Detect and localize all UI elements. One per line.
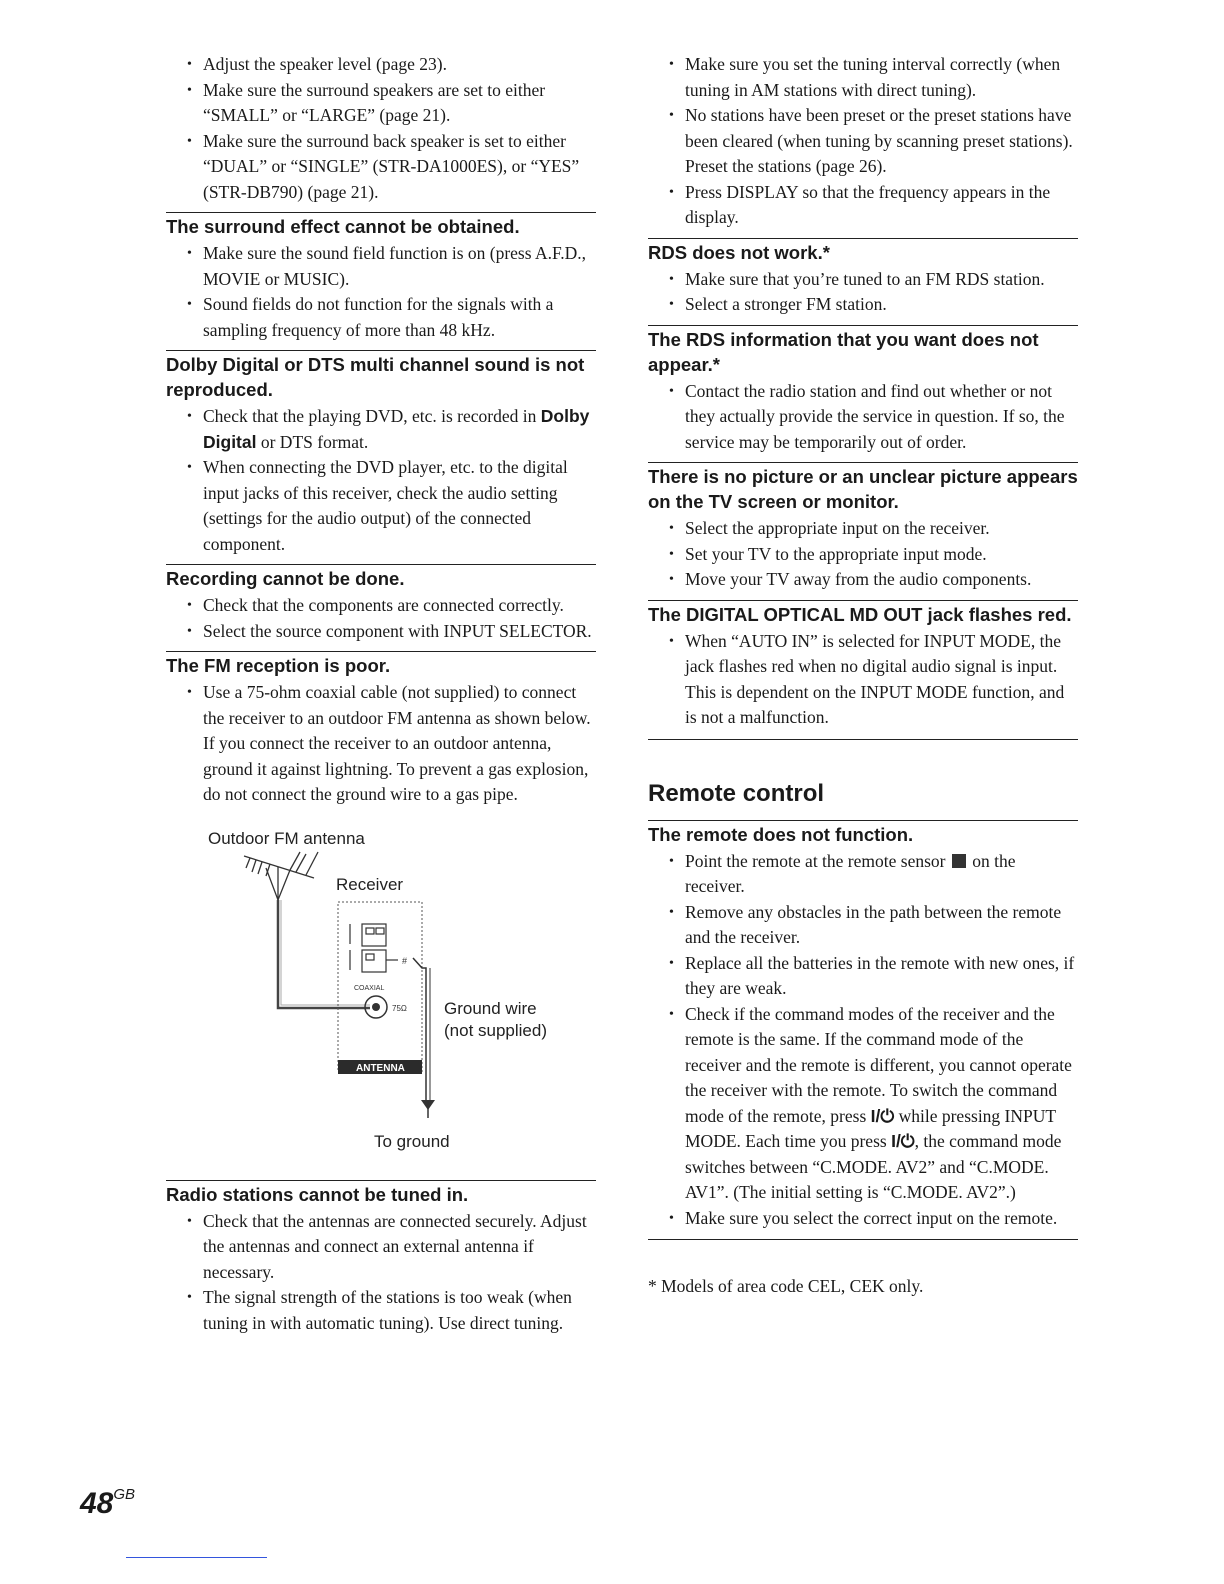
section-divider xyxy=(166,1180,596,1181)
list-item: • The signal strength of the stations is too weak (when tuning in with automatic tuning). Use direct tuning. xyxy=(166,1285,596,1336)
section-heading: There is no picture or an unclear picture appears on the TV screen or monitor. xyxy=(648,466,1078,512)
section-list xyxy=(648,516,1078,593)
page-number-suffix: GB xyxy=(113,1486,136,1503)
section-list xyxy=(166,241,596,343)
section-list xyxy=(166,404,596,557)
section-list xyxy=(166,1209,596,1337)
power-icon: I/⏻ xyxy=(870,1105,895,1126)
fm-antenna-diagram xyxy=(166,808,596,1180)
section-divider xyxy=(648,1239,1078,1240)
list-item: • Make sure you select the correct input on the remote. xyxy=(648,1206,1078,1232)
page-number xyxy=(80,1486,135,1521)
section-divider xyxy=(648,820,1078,821)
section-divider xyxy=(166,212,596,213)
section-heading: Radio stations cannot be tuned in. xyxy=(166,1183,469,1205)
section-divider xyxy=(648,600,1078,601)
list-item xyxy=(166,404,596,455)
list-item: • When “AUTO IN” is selected for INPUT MODE, the jack flashes red when no digital audio signal is input. This is dependent on the INPUT MODE function, and is not a malfunction. xyxy=(648,629,1078,731)
remote-control-title: Remote control xyxy=(648,779,825,807)
section-heading: Dolby Digital or DTS multi channel sound is not reproduced. xyxy=(166,354,585,400)
receiver-label: Receiver xyxy=(336,874,404,894)
list-item xyxy=(648,1002,1078,1206)
section-heading: The remote does not function. xyxy=(648,823,914,845)
ohm-text: 75Ω xyxy=(392,1003,407,1013)
section-divider xyxy=(648,325,1078,326)
section-list xyxy=(166,680,596,808)
section-list xyxy=(648,849,1078,1232)
item-text: on the receiver. xyxy=(685,850,1016,896)
list-item: • Press DISPLAY so that the frequency appears in the display. xyxy=(648,180,1078,231)
terminal-icon xyxy=(350,924,407,972)
item-text: while pressing INPUT MODE. Each time you press xyxy=(685,1105,1056,1151)
section-divider xyxy=(166,350,596,351)
section-divider xyxy=(648,739,1078,740)
item-text: Check if the command modes of the receiver and the remote is the same. If the command mode of the receiver and the remote is different, you cannot operate the receiver with the remote. To switch the command mode of the remote, press xyxy=(685,1003,1072,1126)
section-list xyxy=(648,267,1078,318)
list-item: • Select a stronger FM station. xyxy=(648,292,1078,318)
list-item: • Set your TV to the appropriate input mode. xyxy=(648,542,1078,568)
item-text: , the command mode switches between “C.MODE. AV2” and “C.MODE. AV1”. (The initial setting is “C.MODE. AV2”.) xyxy=(685,1131,1062,1202)
left-column xyxy=(166,52,596,1336)
section-heading: The surround effect cannot be obtained. xyxy=(166,216,520,237)
list-item: • Sound fields do not function for the signals with a sampling frequency of more than 48 kHz. xyxy=(166,292,596,343)
item-text: Check that the playing DVD, etc. is recorded in xyxy=(203,406,541,426)
list-item: • Select the source component with INPUT SELECTOR. xyxy=(166,619,596,645)
list-item: • Select the appropriate input on the receiver. xyxy=(648,516,1078,542)
section-heading: Recording cannot be done. xyxy=(166,568,405,589)
list-item xyxy=(648,849,1078,900)
list-item: • Check that the antennas are connected securely. Adjust the antennas and connect an external antenna if necessary. xyxy=(166,1209,596,1286)
list-item: • Make sure that you’re tuned to an FM RDS station. xyxy=(648,267,1078,293)
section-divider xyxy=(166,564,596,565)
not-supplied-label: (not supplied) xyxy=(444,1020,548,1040)
list-item: • Make sure the surround back speaker is set to either “DUAL” or “SINGLE” (STR-DA1000ES), or “YES” (STR-DB790) (page 21). xyxy=(166,129,596,206)
antenna-panel-text: ANTENNA xyxy=(356,1062,405,1074)
footnote: * Models of area code CEL, CEK only. xyxy=(648,1276,924,1296)
list-item: • Move your TV away from the audio components. xyxy=(648,567,1078,593)
ground-wire xyxy=(413,958,426,1100)
antenna-wiring-drawing xyxy=(166,808,596,1180)
list-item: • Contact the radio station and find out whether or not they actually provide the service in question. If so, the service may be temporarily out of order. xyxy=(648,379,1078,456)
section-heading: The RDS information that you want does not appear.* xyxy=(648,328,1039,375)
section-divider xyxy=(648,238,1078,239)
coaxial-text: COAXIAL xyxy=(354,984,385,992)
intro-list-right xyxy=(648,52,1078,231)
antenna-label: Outdoor FM antenna xyxy=(208,828,365,848)
section-divider xyxy=(166,651,596,652)
remote-sensor-icon xyxy=(952,854,966,868)
list-item: • Make sure the sound field function is on (press A.F.D., MOVIE or MUSIC). xyxy=(166,241,596,292)
dolby-digital-term: Dolby Digital xyxy=(203,406,590,452)
item-text: or DTS format. xyxy=(256,431,369,452)
footer-line xyxy=(126,1557,267,1558)
section-list xyxy=(648,379,1078,456)
intro-list-left xyxy=(166,52,596,205)
ground-wire-label: Ground wire xyxy=(444,998,537,1018)
list-item: • Replace all the batteries in the remote with new ones, if they are weak. xyxy=(648,951,1078,1002)
item-text: Point the remote at the remote sensor xyxy=(685,850,950,871)
section-heading: RDS does not work.* xyxy=(648,241,830,263)
to-ground-label: To ground xyxy=(374,1131,450,1151)
list-item: • Adjust the speaker level (page 23). xyxy=(166,52,596,78)
list-item: • No stations have been preset or the preset stations have been cleared (when tuning by scanning preset stations). Preset the stations (page 26). xyxy=(648,103,1078,180)
section-list xyxy=(166,593,596,644)
list-item: • Check that the components are connected correctly. xyxy=(166,593,596,619)
list-item: • Make sure you set the tuning interval correctly (when tuning in AM stations with direct tuning). xyxy=(648,52,1078,103)
power-icon: I/⏻ xyxy=(891,1131,915,1151)
list-item: • Use a 75-ohm coaxial cable (not supplied) to connect the receiver to an outdoor FM antenna as shown below. If you connect the receiver to an outdoor antenna, ground it against lightning. To prevent a gas explosion, do not connect the ground wire to a gas pipe. xyxy=(166,680,596,808)
list-item: • Remove any obstacles in the path between the remote and the receiver. xyxy=(648,900,1078,951)
section-heading: The DIGITAL OPTICAL MD OUT jack flashes red. xyxy=(648,603,1072,625)
section-list xyxy=(648,629,1078,731)
list-item: • When connecting the DVD player, etc. to the digital input jacks of this receiver, check the audio setting (settings for the audio output) of the connected component. xyxy=(166,455,596,557)
section-heading: The FM reception is poor. xyxy=(166,655,391,676)
list-item: • Make sure the surround speakers are set to either “SMALL” or “LARGE” (page 21). xyxy=(166,78,596,129)
page-number-value: 48 xyxy=(80,1487,114,1520)
right-column xyxy=(648,52,1078,1297)
section-divider xyxy=(648,462,1078,463)
antenna-icon xyxy=(244,852,318,900)
svg-text:#: # xyxy=(402,955,408,966)
